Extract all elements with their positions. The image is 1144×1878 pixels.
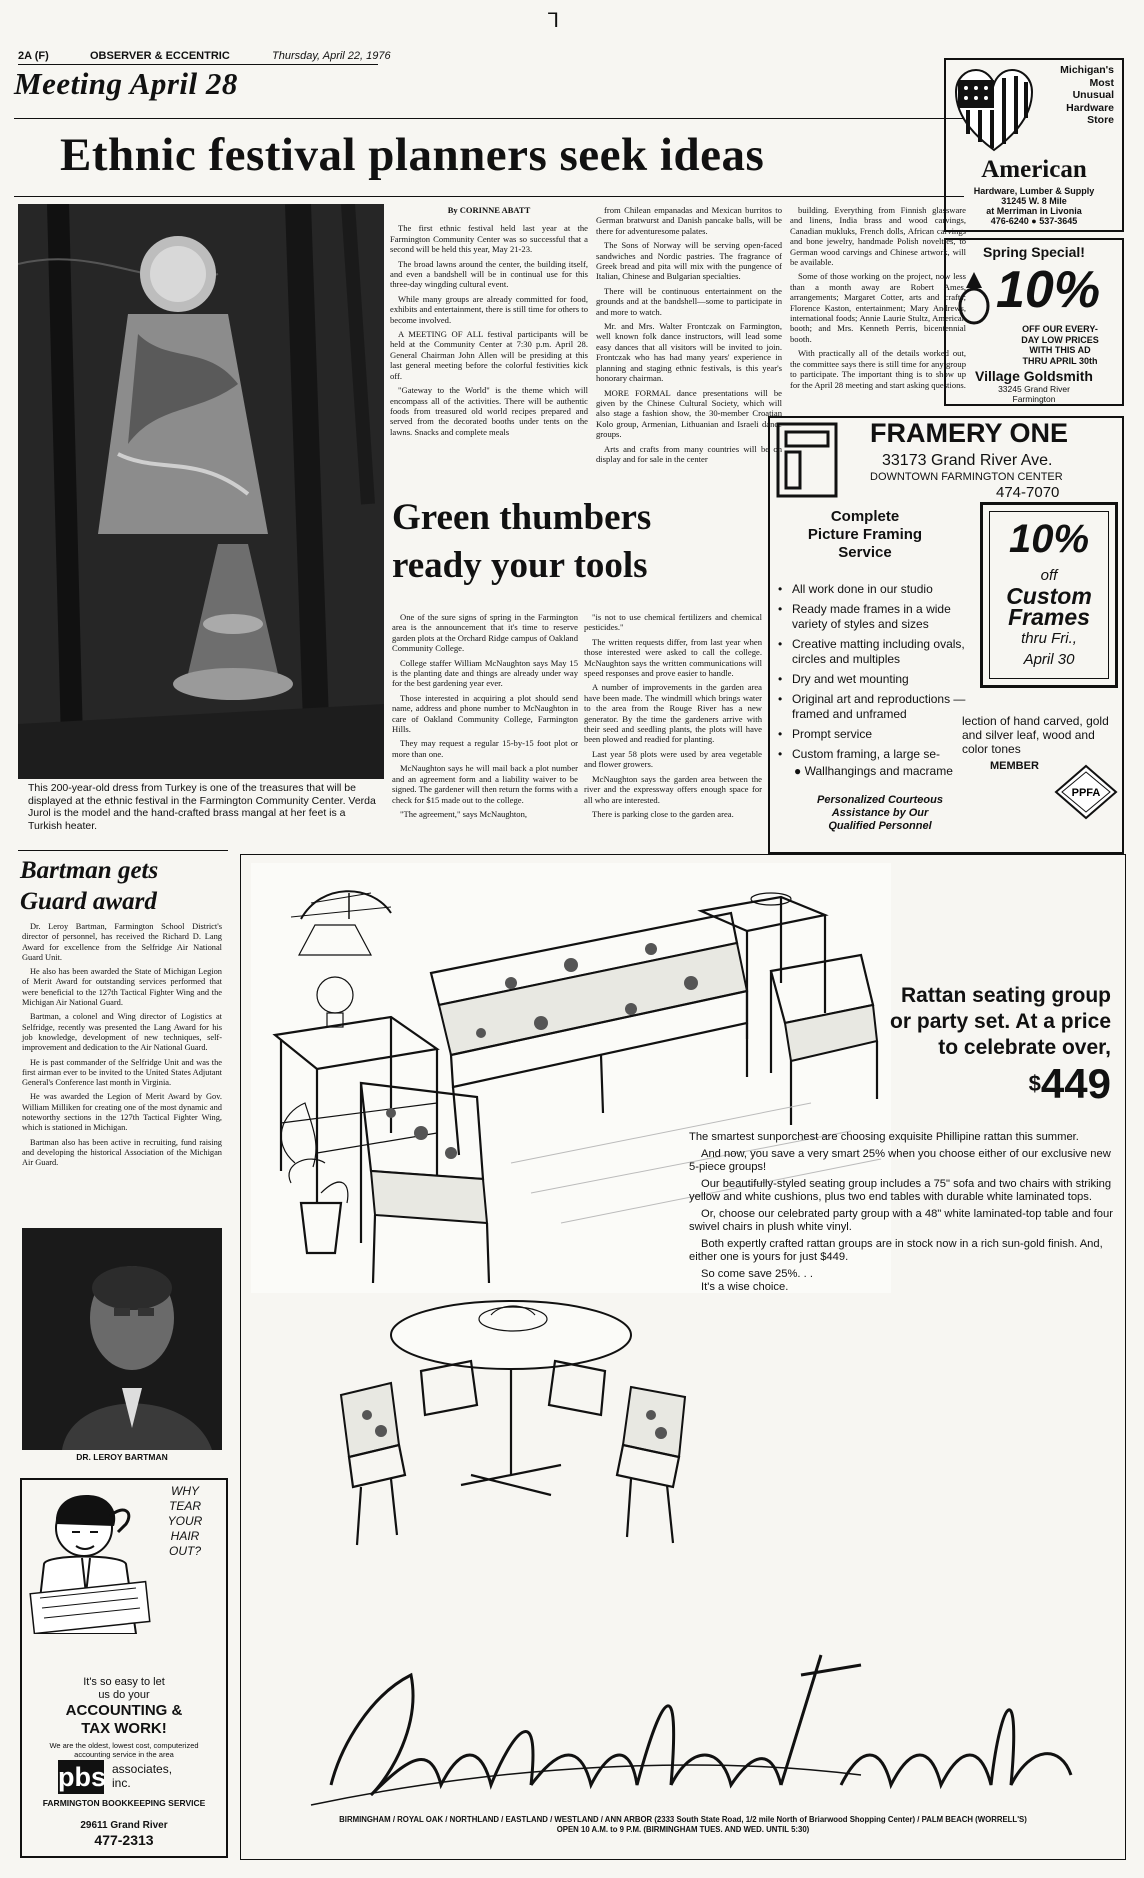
englander-headline-line: to celebrate over,	[938, 1036, 1111, 1059]
framery-offer	[980, 502, 1118, 688]
american-phone: 476-6240 ● 537-3645	[990, 216, 1078, 226]
list-item: • Creative matting including ovals, circles and multiples	[778, 637, 974, 667]
american-details	[946, 186, 1122, 226]
american-name: American	[981, 156, 1087, 183]
goldsmith-ad	[944, 238, 1124, 406]
framery-offer-line: April 30	[1023, 651, 1075, 668]
englander-paragraph: Our beautifully-styled seating group includes a 75" sofa and two chairs with striking yellow and white cushions, plus two end tables with durable white laminated tops.	[689, 1177, 1112, 1203]
framery-member: MEMBER	[990, 760, 1039, 772]
kicker: Meeting April 28	[14, 66, 238, 101]
pbs-question	[150, 1484, 220, 1559]
bartman-photo	[22, 1228, 222, 1450]
green-column-1	[392, 612, 578, 823]
paragraph: McNaughton says he will mail back a plot number and an agreement form and a liability waiver to be signed. The gardener will then return the forms with a check for $15 made out to the college.	[392, 763, 578, 805]
pbs-question-line: TEAR	[168, 1499, 201, 1513]
bartman-headline	[20, 855, 158, 917]
list-item: • Ready made frames in a wide variety of styles and sizes	[778, 602, 974, 632]
framery-offer-line: Frames	[1008, 604, 1090, 630]
framery-closing-line: Personalized Courteous	[817, 794, 943, 806]
american-addr: at Merriman in Livonia	[986, 206, 1082, 216]
green-headline-line-1: Green thumbers	[392, 497, 652, 538]
photo-caption: This 200-year-old dress from Turkey is one of the treasures that will be displayed at the ethnic festival in the Farmington Community Center. Verda Jurol is the model and the hand-crafted brass mangal at her feet is a Turkish heater.	[28, 782, 376, 832]
tagline-line: Unusual	[1072, 89, 1114, 101]
englander-paragraph: So come save 25%. . .	[701, 1267, 813, 1280]
paragraph: "The agreement," says McNaughton,	[400, 808, 528, 819]
issue-date: Thursday, April 22, 1976	[272, 50, 391, 62]
tagline-line: Michigan's	[1060, 64, 1114, 76]
story-column-1	[390, 205, 588, 441]
pbs-question-line: HAIR	[170, 1529, 200, 1543]
goldsmith-offer-line: THRU APRIL 30th	[1022, 355, 1098, 366]
paragraph: He also has been awarded the State of Michigan Legion of Merit Award for outstanding services performed that were beneficial to the 127th Tactical Fighter Wing and the Michigan Air National Guard.	[22, 967, 222, 1008]
englander-triangle-logo	[301, 1635, 1081, 1815]
framery-closing-line: Qualified Personnel	[828, 820, 932, 832]
englander-headline-line: Rattan seating group	[900, 984, 1111, 1007]
list-item: • Dry and wet mounting	[778, 672, 974, 687]
englander-paragraph: The smartest sunporchest are choosing exquisite Phillipine rattan this summer.	[689, 1131, 1079, 1143]
page-number: 2A (F)	[18, 50, 49, 62]
pbs-question-line: OUT?	[168, 1544, 201, 1558]
paragraph: The first ethnic festival held last year at the Farmington Community Center was so successful that a second will be held this year, May 21-23.	[390, 223, 588, 255]
bartman-photo-caption: DR. LEROY BARTMAN	[76, 1452, 168, 1462]
goldsmith-address	[946, 385, 1122, 404]
englander-hours: OPEN 10 A.M. to 9 P.M. (BIRMINGHAM TUES. AND WED. UNTIL 5:30)	[556, 1825, 810, 1834]
pbs-intro-line: It's so easy to let	[83, 1676, 165, 1688]
framery-offer-line: thru Fri.,	[1021, 630, 1077, 647]
paragraph: A MEETING OF ALL festival participants will be held at the Community Center at 7:30 p.m. April 28. General Chairman John Allen will be presiding at this last general meeting before the colorful festivities kick off.	[390, 329, 588, 381]
paragraph: Dr. Leroy Bartman, Farmington School District's director of personnel, has received the Richard D. Lang Award for excellence from the Selfridge Air National Guard Unit.	[22, 922, 222, 962]
paragraph: Last year 58 plots were used by area vegetable and flower growers.	[584, 748, 762, 770]
list-item: • Original art and reproductions — framed and unframed	[778, 692, 974, 722]
englander-script-name: Englander Triangle	[301, 1635, 309, 1636]
paragraph: They may request a regular 15-by-15 foot plot or more than one.	[392, 738, 578, 759]
paragraph: There is parking close to the garden area.	[592, 808, 734, 819]
bartman-headline-line: Guard award	[20, 888, 157, 915]
festival-photo	[18, 204, 384, 779]
list-item: • All work done in our studio	[778, 582, 974, 597]
goldsmith-percent: 10%	[996, 261, 1101, 319]
framery-closing-line: Assistance by Our	[831, 807, 929, 819]
byline: By CORINNE ABATT	[447, 205, 531, 215]
tagline-line: Store	[1087, 114, 1114, 126]
englander-headline	[890, 983, 1111, 1061]
framery-service	[770, 508, 960, 562]
bartman-body	[22, 922, 222, 1173]
goldsmith-name: Village Goldsmith	[975, 368, 1093, 384]
price-currency: $	[1028, 1071, 1041, 1096]
list-item: • Custom framing, a large se-	[778, 747, 974, 762]
bartman-headline-line: Bartman gets	[20, 857, 159, 884]
paragraph: Those interested in acquiring a plot should send name, address and phone number to McNaughton in care of Oakland Community College, Farmington Hills.	[392, 692, 578, 735]
goldsmith-addr: 33245 Grand River	[998, 384, 1070, 394]
paragraph: Bartman, a colonel and Wing director of Logistics at Selfridge, recently was presented the Lang Award for his job knowledge, development of new techniques, self-improvement and dedication to the Air National Guard.	[22, 1012, 222, 1053]
pbs-headline	[22, 1702, 226, 1738]
framery-items-tail: lection of hand carved, gold and silver leaf, wood and color tones	[962, 714, 1109, 756]
green-column-2	[584, 612, 762, 823]
goldsmith-offer-line: DAY LOW PRICES	[1021, 334, 1099, 345]
framery-offer-percent: 10%	[1008, 517, 1090, 561]
paragraph: "Gateway to the World" is the theme which will encompass all of the activities. There will be authentic foods from treasured old world recipes prepared and served from the decorated booths under tents on the lawns. Snacks and complete meals	[390, 385, 588, 437]
paragraph: A number of improvements in the garden area have been made. The windmill which brings water to the area from the Rouge River has a new generator. By the time the gardeners arrive with their seed and seedling plants, the plots will have been plowed and readied for planting.	[584, 682, 762, 745]
paragraph: He is past commander of the Selfridge Unit and was the first airman ever to be invited to the United States Adjutant General's Conference last month in Virginia.	[22, 1057, 222, 1088]
framery-service-line: Complete	[830, 508, 900, 525]
pbs-associates-line: inc.	[112, 1776, 131, 1790]
pbs-small: We are the oldest, lowest cost, computerized accounting service in the area	[49, 1741, 199, 1759]
story-column-3	[790, 205, 966, 394]
paragraph: Some of those working on the project, now less than a month away are Robert Ames, arrangements; Margaret Cotter, arts and crafts; Florence Kaston, entertainment; Mary Andrews, international foods; Annie Laurie Stultz, American booth; and Mrs. Kenneth Perris, bicentennial booth.	[790, 271, 966, 344]
framery-address: 33173 Grand River Ave.	[882, 452, 1053, 469]
paragraph: "is not to use chemical fertilizers and chemical pesticides."	[584, 612, 762, 633]
goldsmith-offer-line: OFF OUR EVERY-	[1022, 324, 1098, 334]
englander-paragraph: Both expertly crafted rattan groups are in stock now in a rich sun-gold finish. And, either one is yours for just $449.	[689, 1237, 1103, 1263]
pbs-question-line: WHY	[171, 1484, 199, 1498]
paragraph: There will be continuous entertainment on the grounds and at the bandshell—some to participate in and more to watch.	[596, 285, 782, 317]
englander-headline-line: or party set. At a price	[890, 1010, 1111, 1033]
paragraph: The broad lawns around the center, the building itself, and even a bandshell will be in continual use for this three-day wingding cultural event.	[390, 258, 588, 290]
paragraph: Mr. and Mrs. Walter Frontczak on Farmington, well known folk dance instructors, will lead some easy dances that all visitors will be invited to join. Frontczak who has had many years' experience in planning and staging ethnic festivals, is this year's honorary chairman.	[596, 321, 782, 384]
paragraph: The Sons of Norway will be serving open-faced sandwiches and Nordic pastries. The fragrance of Greek bread and pita will mix with the pungence of Italian, Chinese and Bulgarian specialties.	[596, 240, 782, 282]
framery-service-line: Service	[838, 544, 892, 561]
framery-ad	[768, 416, 1124, 854]
framery-sub: DOWNTOWN FARMINGTON CENTER	[870, 471, 1063, 483]
pbs-logo: pbs	[58, 1762, 107, 1792]
heart-flag-icon	[954, 68, 1034, 154]
list-item: • Prompt service	[778, 727, 974, 742]
tagline-line: Most	[1089, 76, 1114, 89]
pbs-service: FARMINGTON BOOKKEEPING SERVICE	[42, 1798, 206, 1808]
american-addr: 31245 W. 8 Mile	[1001, 196, 1067, 206]
man-pulling-hair-illustration	[26, 1484, 156, 1634]
framery-wallhangings: ● Wallhangings and macrame	[794, 764, 953, 778]
englander-body	[689, 1131, 1115, 1295]
englander-paragraph: Or, choose our celebrated party group with a 48" white laminated-top table and four swivel chairs in plush white vinyl.	[689, 1207, 1113, 1233]
paragraph: building. Everything from Finnish glassware and linens, India brass and wood carvings, Canadian mukluks, French dolls, African carvings and bone jewelry, handmade Polish novelties, to German wood carvings and Chinese artwork, will be available.	[790, 205, 966, 268]
englander-ad	[240, 854, 1126, 1860]
paragraph: While many groups are already committed for food, exhibits and entertainment, there is still time for others to become involved.	[390, 293, 588, 325]
framery-services-list	[778, 582, 974, 767]
framery-offer-line: Custom	[1006, 583, 1092, 609]
paragraph: Arts and crafts from many countries will be on display and for sale in the center	[596, 443, 782, 464]
englander-paragraph: It's a wise choice.	[701, 1281, 789, 1293]
ppfa-seal-icon	[1054, 764, 1118, 820]
pbs-associates	[112, 1762, 172, 1790]
framery-name: FRAMERY ONE	[870, 418, 1069, 448]
headline: Ethnic festival planners seek ideas	[60, 129, 765, 181]
tagline-line: Hardware	[1066, 101, 1114, 114]
green-headline	[392, 494, 651, 590]
pbs-ad	[20, 1478, 228, 1858]
pbs-question-line: YOUR	[167, 1514, 203, 1528]
green-headline-line-2: ready your tools	[392, 545, 648, 586]
englander-paragraph: And now, you save a very smart 25% when you choose either of our exclusive new 5-piece groups!	[689, 1147, 1111, 1173]
framery-phone: 474-7070	[996, 484, 1060, 501]
paragraph: Bartman also has been active in recruiting, fund raising and developing the historical Association of the Michigan Air Guard.	[22, 1137, 222, 1168]
ring-icon	[954, 266, 994, 326]
englander-stores	[241, 1815, 1125, 1835]
goldsmith-addr: Farmington	[1012, 393, 1056, 404]
american-sub: Hardware, Lumber & Supply	[973, 186, 1095, 196]
framery-closing	[770, 794, 990, 833]
paragraph: One of the sure signs of spring in the Farmington area is the announcement that it's time to reserve garden plots at the Orchard Ridge campus of Oakland Community College.	[392, 612, 578, 654]
goldsmith-title: Spring Special!	[983, 244, 1085, 260]
american-tagline	[1060, 64, 1114, 127]
paragraph: College staffer William McNaughton says May 15 is the planting date and things are already under way for the best gardening year ever.	[392, 657, 578, 689]
framery-service-line: Picture Framing	[807, 526, 923, 543]
newspaper-name: OBSERVER & ECCENTRIC	[90, 50, 230, 62]
paragraph: He was awarded the Legion of Merit Award by Gov. William Milliken for creating one of the most dynamic and noteworthy sections in the 127th Tactical Fighter Wing, which is stationed in Michigan.	[22, 1092, 222, 1133]
ppfa-seal-text: PPFA	[1071, 787, 1101, 799]
framery-offer-line: off	[1040, 567, 1058, 584]
pbs-associates-line: associates,	[112, 1762, 173, 1776]
pbs-phone: 477-2313	[94, 1832, 154, 1848]
pbs-headline-line: TAX WORK!	[81, 1720, 167, 1737]
goldsmith-offer-line: WITH THIS AD	[1029, 345, 1091, 355]
paragraph: McNaughton says the garden area between the river and the expressway offers enough space for all who are interested.	[584, 773, 762, 805]
paragraph: The written requests differ, from last year when those interested were asked to call the college. McNaughton says the written communications will speed responses and prove easier to handle.	[584, 636, 762, 679]
framery-offer-text	[983, 565, 1115, 670]
pbs-intro-line: us do your	[98, 1689, 150, 1701]
pbs-address: 29611 Grand River	[80, 1820, 168, 1831]
paragraph: MORE FORMAL dance presentations will be given by the Chinese Cultural Society, which will also stage a fashion show, the 30-member Croatian Kolo group, Armenian, Lithuanian and Israeli dance groups.	[596, 387, 782, 440]
englander-store-list: BIRMINGHAM / ROYAL OAK / NORTHLAND / EASTLAND / WESTLAND / ANN ARBOR (2333 South State Road, 1/2 mile North of Briarwood Shopping Center) / PALM BEACH (WORRELL'S)	[339, 1815, 1027, 1824]
englander-price	[1029, 1061, 1111, 1107]
paragraph: With practically all of the details worked out, the committee says there is still time for any group to participate. The important thing is to show up for the April 28 meeting and start asking questions.	[790, 348, 966, 390]
pbs-headline-line: ACCOUNTING &	[65, 1702, 183, 1719]
framery-logo-icon	[776, 422, 838, 498]
goldsmith-offer	[1000, 324, 1120, 366]
american-hardware-ad	[944, 58, 1124, 232]
page-mark: ⅂	[548, 10, 560, 32]
framery-wallhangings-label: Wallhangings and macrame	[804, 764, 953, 778]
story-column-2	[596, 205, 782, 468]
paragraph: from Chilean empanadas and Mexican burritos to German bratwurst and Danish pancake balls, will be there for adventuresome palates.	[596, 205, 782, 236]
price-amount: 449	[1040, 1060, 1111, 1107]
pbs-intro	[22, 1676, 226, 1702]
party-set-illustration	[301, 1275, 721, 1565]
